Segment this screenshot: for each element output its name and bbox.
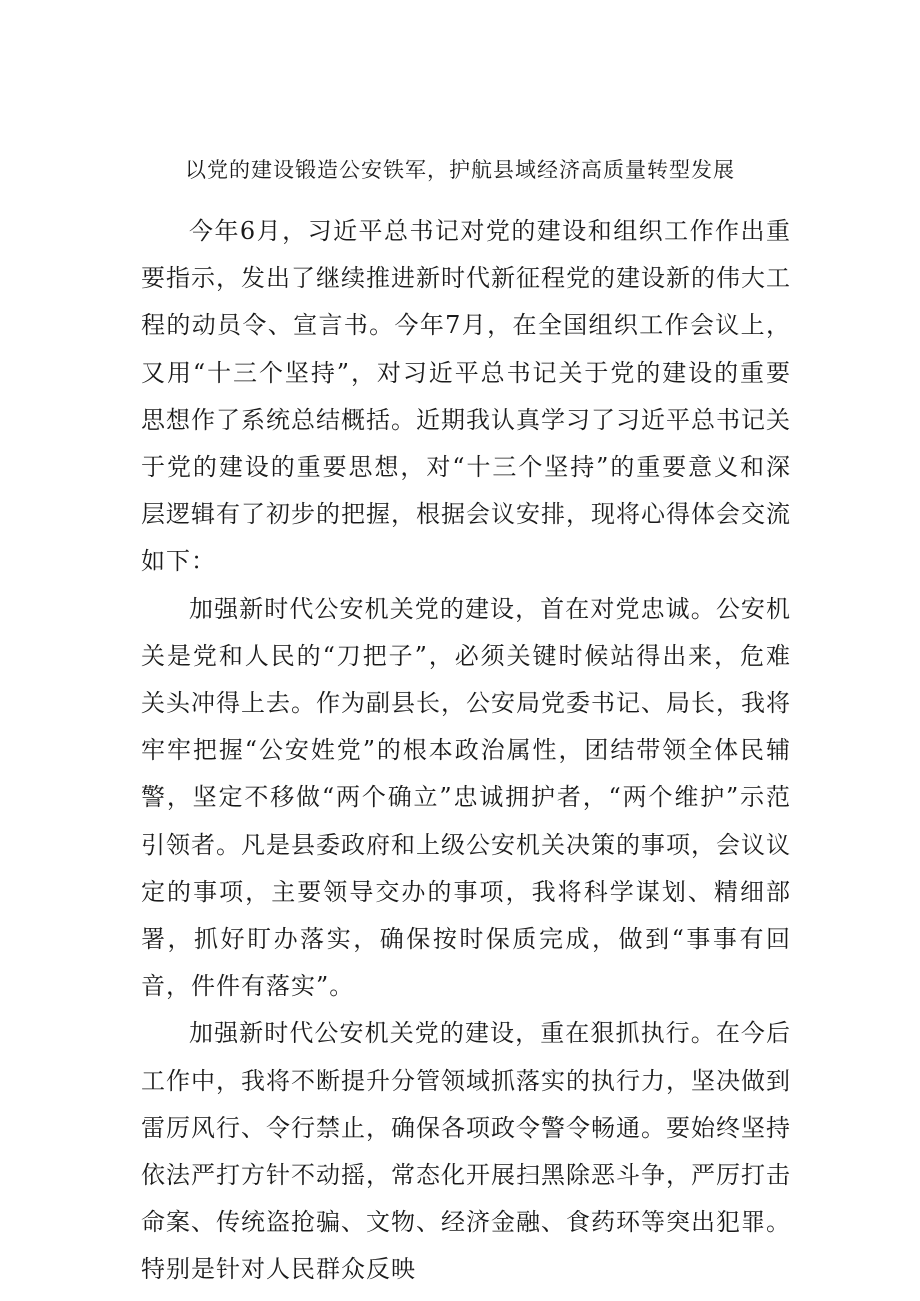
paragraph-intro: 今年6月，习近平总书记对党的建设和组织工作作出重要指示，发出了继续推进新时代新征程党的建设新的伟大工程的动员令、宣言书。今年7月，在全国组织工作会议上，又用“十三个坚持”，对习近平总书记关于党的建设的重要思想作了系统总结概括。近期我认真学习了习近平总书记关于党的建设的重要思想，对“十三个坚持”的重要意义和深层逻辑有了初步的把握，根据会议安排，现将心得体会交流如下：	[141, 217, 791, 576]
paragraph-loyalty: 加强新时代公安机关党的建设，首在对党忠诚。公安机关是党和人民的“刀把子”，必须关键时候站得出来，危难关头冲得上去。作为副县长，公安局党委书记、局长，我将牢牢把握“公安姓党”的根本政治属性，团结带领全体民辅警，坚定不移做“两个确立”忠诚拥护者，“两个维护”示范引领者。凡是县委政府和上级公安机关决策的事项，会议议定的事项，主要领导交办的事项，我将科学谋划、精细部署，抓好盯办落实，确保按时保质完成，做到“事事有回音，件件有落实”。	[141, 594, 791, 1001]
document-body	[141, 208, 791, 1294]
document-title: 以党的建设锻造公安铁军，护航县域经济高质量转型发展	[185, 158, 735, 182]
paragraph-execution: 加强新时代公安机关党的建设，重在狠抓执行。在今后工作中，我将不断提升分管领域抓落实的执行力，坚决做到雷厉风行、令行禁止，确保各项政令警令畅通。要始终坚持依法严打方针不动摇，常态化开展扫黑除恶斗争，严厉打击命案、传统盗抢骗、文物、经济金融、食药环等突出犯罪。特别是针对人民群众反映	[141, 1019, 791, 1284]
